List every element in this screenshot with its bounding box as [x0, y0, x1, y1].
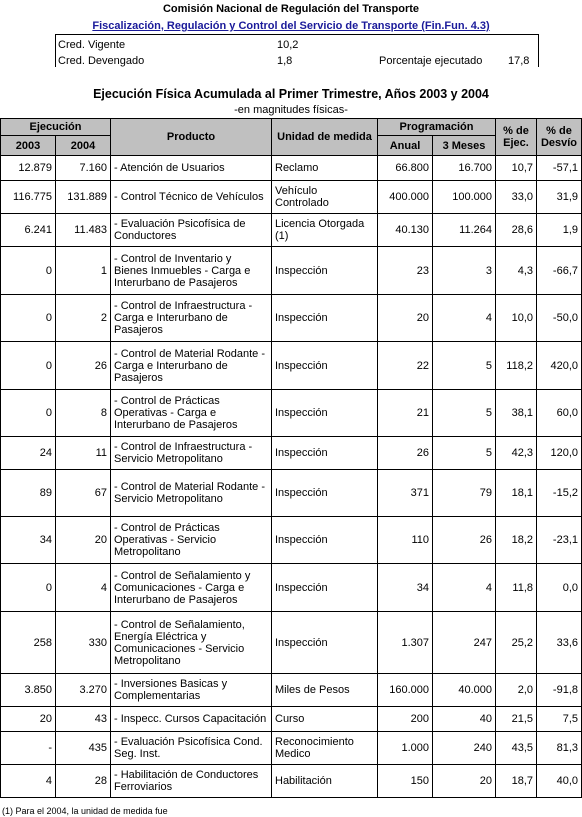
- cell-pct-desvio: 7,5: [537, 707, 582, 732]
- header-anual: Anual: [378, 136, 433, 156]
- table-row: [1, 732, 582, 765]
- header-programacion: Programación: [378, 119, 496, 136]
- cell-3-meses: 40.000: [433, 674, 496, 707]
- cell-pct-ejec: 10,7: [496, 156, 537, 181]
- cell-pct-ejec: 18,7: [496, 765, 537, 798]
- cell-2004: 28: [56, 765, 111, 798]
- cell-producto: - Control de Inventario y Bienes Inmuebles - Carga e Interurbano de Pasajeros: [111, 247, 272, 295]
- cell-2003: 0: [1, 342, 56, 390]
- cell-pct-desvio: 0,0: [537, 564, 582, 612]
- cell-3-meses: 26: [433, 517, 496, 564]
- cell-unidad: Curso: [272, 707, 378, 732]
- cred-vigente-label: Cred. Vigente: [58, 39, 126, 51]
- cell-unidad: Inspección: [272, 437, 378, 470]
- cell-pct-desvio: 120,0: [537, 437, 582, 470]
- cell-anual: 400.000: [378, 181, 433, 214]
- cell-unidad: Inspección: [272, 247, 378, 295]
- table-row: [1, 390, 582, 437]
- cell-pct-desvio: 60,0: [537, 390, 582, 437]
- header-pct-ejec: % de Ejec.: [496, 119, 537, 156]
- porcentaje-label: Porcentaje ejecutado: [379, 55, 483, 67]
- table-row: [1, 470, 582, 517]
- cell-anual: 110: [378, 517, 433, 564]
- table-row: [1, 156, 582, 181]
- cell-anual: 26: [378, 437, 433, 470]
- cell-2003: 258: [1, 612, 56, 674]
- cell-unidad: Reclamo: [272, 156, 378, 181]
- cell-2003: 4: [1, 765, 56, 798]
- cell-unidad: Habilitación: [272, 765, 378, 798]
- cell-pct-desvio: -50,0: [537, 295, 582, 342]
- cell-3-meses: 247: [433, 612, 496, 674]
- cell-2003: 12.879: [1, 156, 56, 181]
- cell-2004: 131.889: [56, 181, 111, 214]
- cell-anual: 40.130: [378, 214, 433, 247]
- cell-2003: -: [1, 732, 56, 765]
- cell-unidad: Reconocimiento Medico: [272, 732, 378, 765]
- credit-info-box: [55, 34, 539, 67]
- cell-2003: 20: [1, 707, 56, 732]
- cell-3-meses: 100.000: [433, 181, 496, 214]
- cell-2004: 4: [56, 564, 111, 612]
- cell-3-meses: 5: [433, 342, 496, 390]
- table-row: [1, 437, 582, 470]
- table-subtitle: -en magnitudes físicas-: [234, 104, 348, 116]
- cell-unidad: Inspección: [272, 564, 378, 612]
- table-row: [1, 181, 582, 214]
- cell-producto: - Habilitación de Conductores Ferroviarios: [111, 765, 272, 798]
- cell-3-meses: 16.700: [433, 156, 496, 181]
- header-2003: 2003: [1, 136, 56, 156]
- cell-2003: 24: [1, 437, 56, 470]
- cell-anual: 160.000: [378, 674, 433, 707]
- cell-2004: 11.483: [56, 214, 111, 247]
- header-3-meses: 3 Meses: [433, 136, 496, 156]
- cell-anual: 150: [378, 765, 433, 798]
- cell-producto: - Control de Material Rodante - Servicio Metropolitano: [111, 470, 272, 517]
- cell-pct-desvio: -57,1: [537, 156, 582, 181]
- agency-title: Comisión Nacional de Regulación del Transporte: [162, 3, 420, 15]
- cell-2003: 3.850: [1, 674, 56, 707]
- header-pct-desvio: % de Desvío: [537, 119, 582, 156]
- cell-pct-ejec: 38,1: [496, 390, 537, 437]
- table-row: [1, 564, 582, 612]
- cell-3-meses: 40: [433, 707, 496, 732]
- cell-2004: 67: [56, 470, 111, 517]
- table-row: [1, 342, 582, 390]
- cell-pct-ejec: 33,0: [496, 181, 537, 214]
- cell-unidad: Inspección: [272, 470, 378, 517]
- cell-pct-desvio: 81,3: [537, 732, 582, 765]
- cell-unidad: Vehículo Controlado: [272, 181, 378, 214]
- cred-devengado-label: Cred. Devengado: [58, 55, 145, 67]
- cell-2004: 43: [56, 707, 111, 732]
- cell-pct-desvio: -15,2: [537, 470, 582, 517]
- cell-anual: 1.307: [378, 612, 433, 674]
- cell-2004: 26: [56, 342, 111, 390]
- cell-3-meses: 240: [433, 732, 496, 765]
- cell-pct-ejec: 18,2: [496, 517, 537, 564]
- cred-vigente-value: 10,2: [277, 39, 299, 51]
- cell-3-meses: 4: [433, 564, 496, 612]
- cell-3-meses: 20: [433, 765, 496, 798]
- cell-pct-desvio: 31,9: [537, 181, 582, 214]
- cell-anual: 23: [378, 247, 433, 295]
- cell-producto: - Control de Infraestructura - Carga e Interurbano de Pasajeros: [111, 295, 272, 342]
- cell-producto: - Control de Material Rodante - Carga e Interurbano de Pasajeros: [111, 342, 272, 390]
- cell-pct-ejec: 25,2: [496, 612, 537, 674]
- cell-anual: 21: [378, 390, 433, 437]
- cell-producto: - Control de Señalamiento, Energía Eléctrica y Comunicaciones - Servicio Metropolitano: [111, 612, 272, 674]
- cell-pct-desvio: -66,7: [537, 247, 582, 295]
- cell-unidad: Inspección: [272, 612, 378, 674]
- cell-pct-ejec: 42,3: [496, 437, 537, 470]
- table-title: Ejecución Física Acumulada al Primer Trimestre, Años 2003 y 2004: [93, 87, 489, 101]
- cell-unidad: Inspección: [272, 342, 378, 390]
- cell-unidad: Licencia Otorgada (1): [272, 214, 378, 247]
- cell-producto: - Atención de Usuarios: [111, 156, 272, 181]
- table-row: [1, 707, 582, 732]
- cell-pct-desvio: -23,1: [537, 517, 582, 564]
- footnote: (1) Para el 2004, la unidad de medida fue: [2, 806, 168, 816]
- porcentaje-value: 17,8: [508, 55, 530, 67]
- cell-pct-ejec: 118,2: [496, 342, 537, 390]
- header-2004: 2004: [56, 136, 111, 156]
- cell-producto: - Inversiones Basicas y Complementarias: [111, 674, 272, 707]
- cell-anual: 1.000: [378, 732, 433, 765]
- cell-pct-desvio: 420,0: [537, 342, 582, 390]
- cell-2004: 11: [56, 437, 111, 470]
- cell-pct-ejec: 18,1: [496, 470, 537, 517]
- cell-2003: 0: [1, 564, 56, 612]
- cell-2004: 20: [56, 517, 111, 564]
- cell-pct-desvio: 33,6: [537, 612, 582, 674]
- cell-3-meses: 5: [433, 437, 496, 470]
- cell-unidad: Inspección: [272, 517, 378, 564]
- cell-2003: 116.775: [1, 181, 56, 214]
- cell-2004: 3.270: [56, 674, 111, 707]
- table-row: [1, 765, 582, 798]
- cell-2003: 89: [1, 470, 56, 517]
- cell-pct-ejec: 43,5: [496, 732, 537, 765]
- cell-producto: - Control de Prácticas Operativas - Servicio Metropolitano: [111, 517, 272, 564]
- table-row: [1, 295, 582, 342]
- cell-unidad: Miles de Pesos: [272, 674, 378, 707]
- execution-table: [0, 118, 582, 798]
- cell-2004: 435: [56, 732, 111, 765]
- cell-pct-ejec: 10,0: [496, 295, 537, 342]
- cell-pct-desvio: 40,0: [537, 765, 582, 798]
- table-row: [1, 517, 582, 564]
- cell-unidad: Inspección: [272, 390, 378, 437]
- cell-3-meses: 11.264: [433, 214, 496, 247]
- cell-pct-ejec: 4,3: [496, 247, 537, 295]
- cell-3-meses: 4: [433, 295, 496, 342]
- cell-anual: 371: [378, 470, 433, 517]
- header-unidad: Unidad de medida: [272, 119, 378, 156]
- cell-2004: 8: [56, 390, 111, 437]
- cell-2003: 0: [1, 247, 56, 295]
- cred-devengado-value: 1,8: [277, 55, 293, 67]
- cell-pct-desvio: 1,9: [537, 214, 582, 247]
- table-row: [1, 674, 582, 707]
- cell-2003: 34: [1, 517, 56, 564]
- cell-2004: 1: [56, 247, 111, 295]
- cell-pct-ejec: 21,5: [496, 707, 537, 732]
- cell-producto: - Control Técnico de Vehículos: [111, 181, 272, 214]
- program-title: Fiscalización, Regulación y Control del Servicio de Transporte (Fin.Fun. 4.3): [92, 20, 490, 32]
- cell-pct-ejec: 11,8: [496, 564, 537, 612]
- cell-anual: 66.800: [378, 156, 433, 181]
- cell-pct-ejec: 28,6: [496, 214, 537, 247]
- cell-producto: - Control de Infraestructura - Servicio Metropolitano: [111, 437, 272, 470]
- cell-2003: 0: [1, 390, 56, 437]
- cell-2004: 7.160: [56, 156, 111, 181]
- cell-anual: 20: [378, 295, 433, 342]
- table-row: [1, 612, 582, 674]
- cell-producto: - Evaluación Psicofísica de Conductores: [111, 214, 272, 247]
- cell-anual: 22: [378, 342, 433, 390]
- cell-producto: - Inspecc. Cursos Capacitación: [111, 707, 272, 732]
- cell-3-meses: 3: [433, 247, 496, 295]
- cell-anual: 34: [378, 564, 433, 612]
- header-producto: Producto: [111, 119, 272, 156]
- cell-producto: - Control de Prácticas Operativas - Carga e Interurbano de Pasajeros: [111, 390, 272, 437]
- table-row: [1, 247, 582, 295]
- cell-producto: - Control de Señalamiento y Comunicaciones - Carga e Interurbano de Pasajeros: [111, 564, 272, 612]
- cell-anual: 200: [378, 707, 433, 732]
- cell-pct-desvio: -91,8: [537, 674, 582, 707]
- cell-2004: 330: [56, 612, 111, 674]
- cell-pct-ejec: 2,0: [496, 674, 537, 707]
- cell-producto: - Evaluación Psicofísica Cond. Seg. Inst.: [111, 732, 272, 765]
- cell-3-meses: 5: [433, 390, 496, 437]
- cell-3-meses: 79: [433, 470, 496, 517]
- cell-unidad: Inspección: [272, 295, 378, 342]
- header-ejecucion: Ejecución: [1, 119, 111, 136]
- cell-2004: 2: [56, 295, 111, 342]
- cell-2003: 6.241: [1, 214, 56, 247]
- cell-2003: 0: [1, 295, 56, 342]
- table-row: [1, 214, 582, 247]
